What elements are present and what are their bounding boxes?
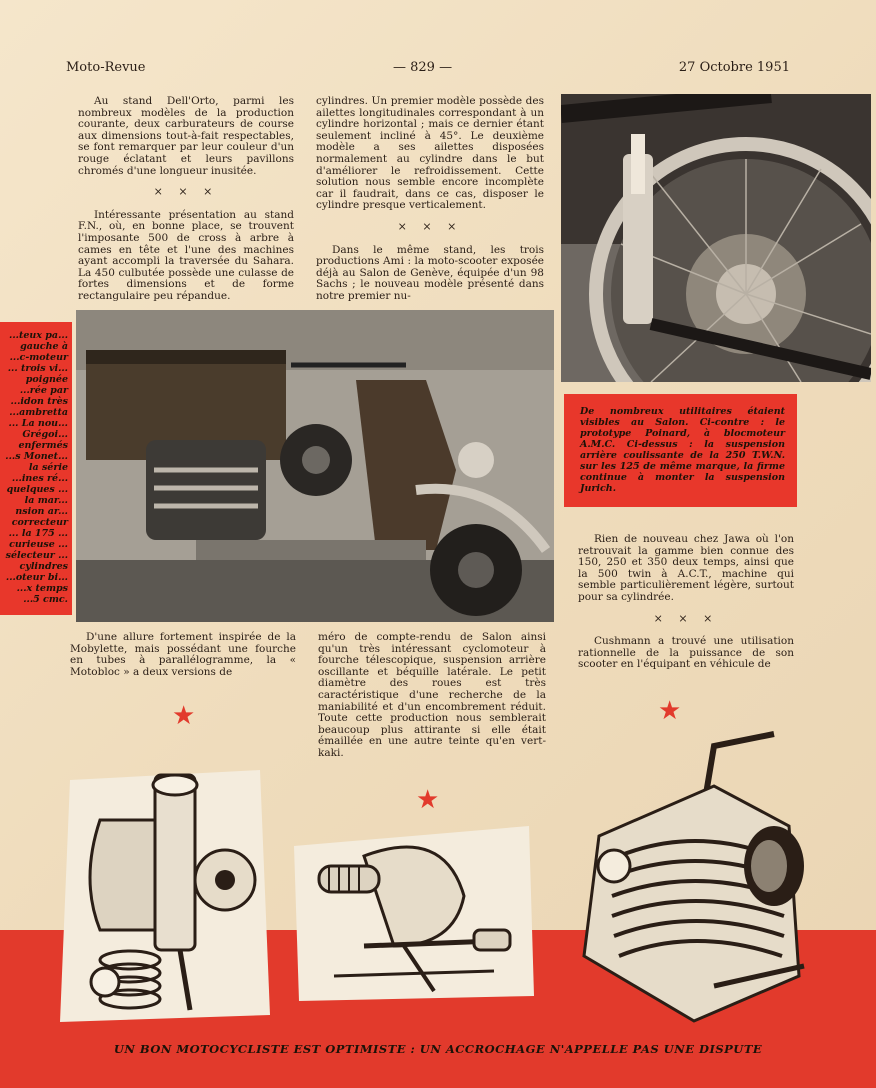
caption-right-text: De nombreux utilitaires étaient visibles au Salon. Ci-contre : le prototype Poinard, à blocmoteur A.M.C. Ci-dessus : la suspension arrière coulissante de la 250 T.W.N. sur les 125 de même marque, la firme continue à monter la suspension Jurich.	[580, 406, 785, 494]
drawing-engine-block	[574, 726, 814, 1026]
article-column-right	[578, 534, 794, 671]
paragraph-cyclomoteur: méro de compte-rendu de Salon ainsi qu'un très intéressant cyclomoteur à fourche télescopique, suspension arrière oscillante et béquille latérale. Le petit diamètre des roues est très caractéristique d'une recherche de la maniabilité et d'un encombrement réduit. Toute cette production nous semblerait beaucoup plus attirante si elle était émaillée en une autre teinte qu'en vert-kaki.	[318, 631, 546, 759]
issue-date: 27 Octobre 1951	[678, 60, 790, 75]
paragraph-dellorto: Au stand Dell'Orto, parmi les nombreux modèles de la production courante, deux carburateurs de course aux dimensions tout-à-fait respectables, se font remarquer par leur couleur d'un rouge éclatant et leurs pavillons chromés d'une longueur inusitée.	[78, 95, 294, 177]
caption-utility-vehicles	[564, 394, 797, 507]
section-separator: × × ×	[153, 185, 219, 199]
article-column-1	[78, 96, 294, 303]
photo-poinard-prototype	[76, 310, 554, 622]
footer-slogan: UN BON MOTOCYCLISTE EST OPTIMISTE : UN ACCROCHAGE N'APPELLE PAS UNE DISPUTE	[113, 1042, 763, 1056]
paragraph-motobloc: D'une allure fortement inspirée de la Mobylette, mais possédant une fourche en tubes à parallélogramme, la « Motobloc » a deux versions de	[70, 631, 296, 678]
fork-drawing	[60, 760, 270, 1030]
drawing-rear-suspension-mechanism	[294, 826, 534, 1006]
star-icon: ★	[172, 701, 196, 731]
section-separator: × × ×	[653, 611, 719, 625]
caption-left-text: ...teux pa... gauche à ...c-moteur ... trois vi... poignée ...rée par ...idon très ...ambretta ... La nou... Grégoi... enfermés ...s Monet... la série ...ines ré... quelques ... la mar... nsion ar... correcteur ... la 175 ... curieuse ... sélecteur ... cylindres ...oteur bi... ...x temps ...5 cmc.	[5, 330, 68, 605]
article-lower-column-2	[318, 632, 546, 760]
paragraph-jawa: Rien de nouveau chez Jawa où l'on retrouvait la gamme bien connue des 150, 250 et 350 deux temps, ainsi que la 500 twin à A.C.T., machine qui semble particulièrement légère, surtout pour sa cylindrée.	[578, 533, 794, 603]
cart-photo-illustration	[76, 310, 554, 622]
page-number: — 829 —	[393, 60, 453, 75]
paragraph-ami: Dans le même stand, les trois productions Ami : la moto-scooter exposée déjà au Salon de Genève, équipée d'un 98 Sachs ; le nouveau modèle présenté dans notre premier nu-	[316, 243, 544, 302]
paragraph-fn: Intéressante présentation au stand F.N., où, en bonne place, se trouvent l'imposante 500 de cross à arbre à cames en tête et l'une des machines ayant accompli la traversée du Sahara. La 450 culbutée possède une culasse de fortes dimensions et de forme rectangulaire peu répandue.	[78, 208, 294, 302]
wheel-photo-illustration	[561, 94, 871, 382]
star-icon: ★	[416, 785, 440, 815]
drawing-motobloc-fork	[60, 760, 270, 1030]
caption-left-cropped	[0, 322, 72, 615]
article-lower-column-1	[70, 632, 296, 678]
paragraph-cushmann: Cushmann a trouvé une utilisation rationnelle de la puissance de son scooter en l'équipant en véhicule de	[578, 635, 794, 671]
magazine-title: Moto-Revue	[66, 60, 146, 75]
star-icon: ★	[658, 696, 682, 726]
mechanism-drawing	[294, 826, 534, 1006]
page-header	[66, 60, 790, 80]
engine-drawing	[574, 726, 814, 1026]
paragraph-cylinders: cylindres. Un premier modèle possède des ailettes longitudinales correspondant à un cylindre horizontal ; mais ce dernier étant seulement incliné à 45°. Le deuxième modèle a ses ailettes disposées normalement au cylindre dans le but d'améliorer le refroidissement. Cette solution nous semble encore incomplète car il faudrait, dans ce cas, disposer le cylindre presque verticalement.	[316, 95, 544, 212]
article-column-2	[316, 96, 544, 303]
section-separator: × × ×	[397, 219, 463, 233]
photo-twn-rear-suspension	[561, 94, 871, 382]
